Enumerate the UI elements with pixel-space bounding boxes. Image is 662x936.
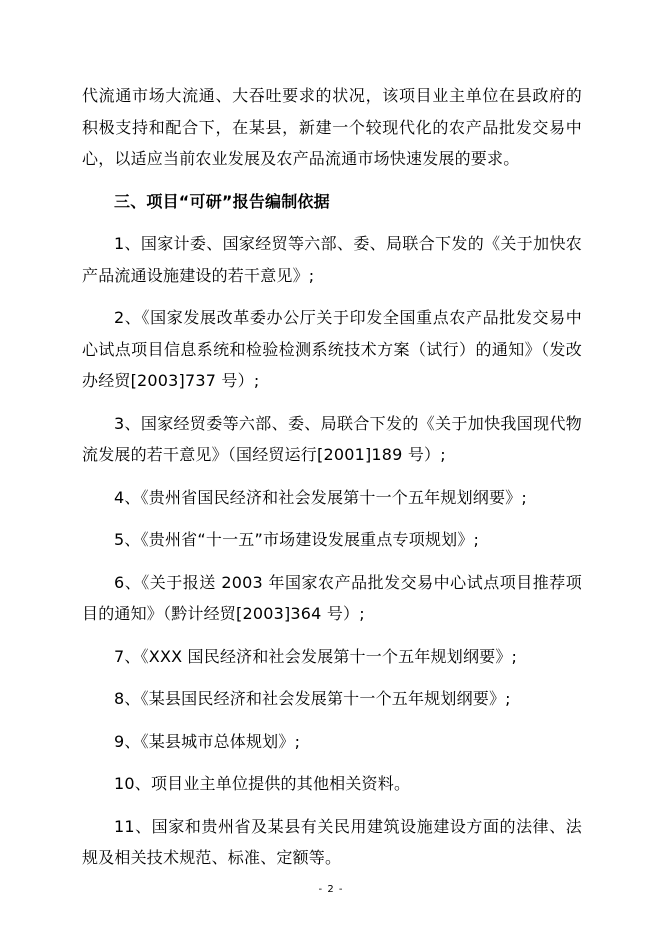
basis-item-10: 10、项目业主单位提供的其他相关资料。 xyxy=(114,774,411,793)
basis-item-2: 2、《国家发展改革委办公厅关于印发全国重点农产品批发交易中心试点项目信息系统和检验检测系统技术方案（试行）的通知》（发改办经贸[2003]737 号）; xyxy=(82,308,582,390)
basis-item-11: 11、国家和贵州省及某县有关民用建筑设施建设方面的法律、法规及相关技术规范、标准、定额等。 xyxy=(82,816,582,867)
page-number: - 2 - xyxy=(318,884,344,895)
basis-item-4: 4、《贵州省国民经济和社会发展第十一个五年规划纲要》; xyxy=(114,487,527,507)
basis-item-3: 3、国家经贸委等六部、委、局联合下发的《关于加快我国现代物流发展的若干意见》（国经贸运行[2001]189 号）; xyxy=(82,413,582,464)
basis-item-5: 5、《贵州省“十一五”市场建设发展重点专项规划》; xyxy=(114,530,480,549)
section-heading: 三、项目“可研”报告编制依据 xyxy=(114,191,330,211)
basis-item-8: 8、《某县国民经济和社会发展第十一个五年规划纲要》; xyxy=(114,689,511,708)
basis-item-7: 7、《XXX 国民经济和社会发展第十一个五年规划纲要》; xyxy=(114,646,518,666)
page-content xyxy=(82,80,582,874)
intro-paragraph: 代流通市场大流通、大吞吐要求的状况，该项目业主单位在县政府的积极支持和配合下，在某县，新建一个较现代化的农产品批发交易中心，以适应当前农业发展及农产品流通市场快速发展的要求。 xyxy=(82,86,582,168)
basis-item-6: 6、《关于报送 2003 年国家农产品批发交易中心试点项目推荐项目的通知》（黔计经贸[2003]364 号）; xyxy=(82,572,582,623)
basis-item-1: 1、国家计委、国家经贸等六部、委、局联合下发的《关于加快农产品流通设施建设的若干意见》; xyxy=(82,234,582,285)
basis-item-9: 9、《某县城市总体规划》; xyxy=(114,731,301,751)
